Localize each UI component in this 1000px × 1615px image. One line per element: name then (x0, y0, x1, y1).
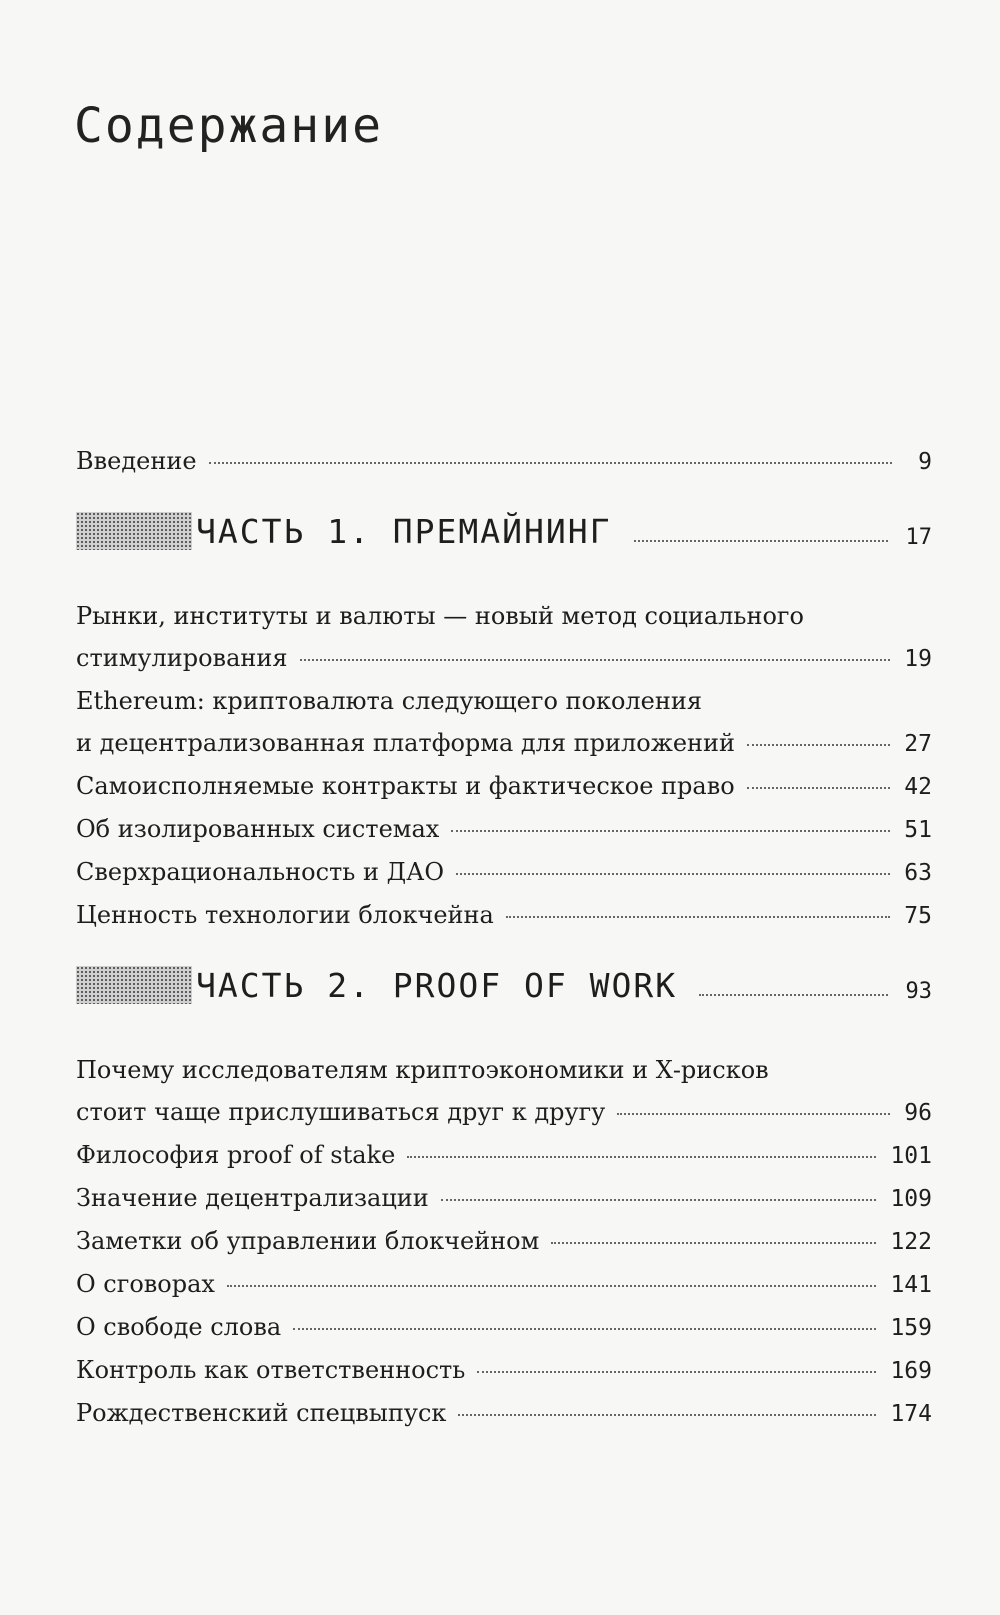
toc-page-number: 141 (890, 1272, 932, 1298)
dot-leader (747, 744, 890, 746)
dot-leader (227, 1285, 877, 1287)
toc-page-number: 122 (890, 1229, 932, 1255)
toc-entry-intro[interactable] (76, 440, 932, 483)
toc-entry-label: Ethereum: криптовалюта следующего поколения (76, 687, 703, 715)
toc-entry-label: Ценность технологии блокчейна (76, 901, 494, 929)
toc-page-number: 109 (890, 1186, 932, 1212)
toc-page-number: 19 (904, 646, 932, 672)
toc-entry-label: Заметки об управлении блокчейном (76, 1227, 540, 1255)
toc-page-number: 51 (904, 817, 932, 843)
dot-leader (209, 462, 892, 464)
toc-entry[interactable] (76, 1220, 932, 1263)
dot-leader (634, 540, 888, 542)
toc-entry-label: Рынки, институты и валюты — новый метод социального (76, 602, 804, 630)
toc-page-number: 169 (890, 1358, 932, 1384)
dot-leader (441, 1199, 877, 1201)
dot-leader (456, 873, 890, 875)
toc-entry-label: Введение (76, 447, 197, 475)
toc-page-number: 17 (905, 524, 932, 550)
toc-entry[interactable] (76, 894, 932, 937)
dot-leader (300, 659, 891, 661)
dot-leader (551, 1242, 876, 1244)
toc-page-number: 101 (890, 1143, 932, 1169)
dot-leader (617, 1113, 890, 1115)
toc-entry[interactable] (76, 1049, 932, 1134)
toc-page-number: 93 (905, 978, 932, 1004)
toc-page-number: 96 (904, 1100, 932, 1126)
toc-page-number: 63 (904, 860, 932, 886)
toc-entry-label: Сверхрациональность и ДАО (76, 858, 444, 886)
part-title: ЧАСТЬ 2. PROOF OF WORK (196, 965, 678, 1005)
toc-page-number: 9 (918, 449, 932, 475)
toc-entry[interactable] (76, 765, 932, 808)
halftone-pattern-icon (76, 512, 192, 550)
toc-page-number: 42 (904, 774, 932, 800)
toc-page-number: 75 (904, 903, 932, 929)
page-title: Содержание (74, 98, 383, 154)
toc-entry[interactable] (76, 1306, 932, 1349)
part-title: ЧАСТЬ 1. ПРЕМАЙНИНГ (196, 511, 612, 551)
toc-entry-label: Контроль как ответственность (76, 1356, 466, 1384)
toc-entry-label: Об изолированных системах (76, 815, 440, 843)
toc-entry-label: стимулирования (76, 644, 288, 672)
toc-entry-label: О свободе слова (76, 1313, 282, 1341)
dot-leader (747, 787, 891, 789)
toc-entry[interactable] (76, 1392, 932, 1435)
part-2-header[interactable] (76, 957, 932, 1013)
dot-leader (699, 994, 887, 996)
toc-entry-label: О сговорах (76, 1270, 215, 1298)
toc-entry-label: Философия proof of stake (76, 1141, 396, 1169)
toc-page-number: 27 (904, 731, 932, 757)
toc-entry[interactable] (76, 1134, 932, 1177)
toc-entry[interactable] (76, 1263, 932, 1306)
toc-entry[interactable] (76, 851, 932, 894)
dot-leader (506, 916, 890, 918)
toc-entry[interactable] (76, 1349, 932, 1392)
toc-entry-label: Почему исследователям криптоэкономики и Х-рисков (76, 1056, 769, 1084)
toc-entry[interactable] (76, 1177, 932, 1220)
toc-entry-label: Самоисполняемые контракты и фактическое право (76, 772, 735, 800)
toc-entry[interactable] (76, 595, 932, 680)
toc-entry-label: Значение децентрализации (76, 1184, 429, 1212)
toc-page-number: 174 (890, 1401, 932, 1427)
toc-entry[interactable] (76, 680, 932, 765)
toc-entry-label: Рождественский спецвыпуск (76, 1399, 447, 1427)
dot-leader (293, 1328, 876, 1330)
toc-entry-label: и децентрализованная платформа для приложений (76, 729, 736, 757)
dot-leader (407, 1156, 876, 1158)
dot-leader (477, 1371, 876, 1373)
toc-entry[interactable] (76, 808, 932, 851)
dot-leader (451, 830, 890, 832)
toc-entry-label: стоит чаще прислушиваться друг к другу (76, 1098, 606, 1126)
dot-leader (458, 1414, 876, 1416)
halftone-pattern-icon (76, 966, 192, 1004)
table-of-contents (76, 440, 932, 1435)
part-1-header[interactable] (76, 503, 932, 559)
toc-page-number: 159 (890, 1315, 932, 1341)
